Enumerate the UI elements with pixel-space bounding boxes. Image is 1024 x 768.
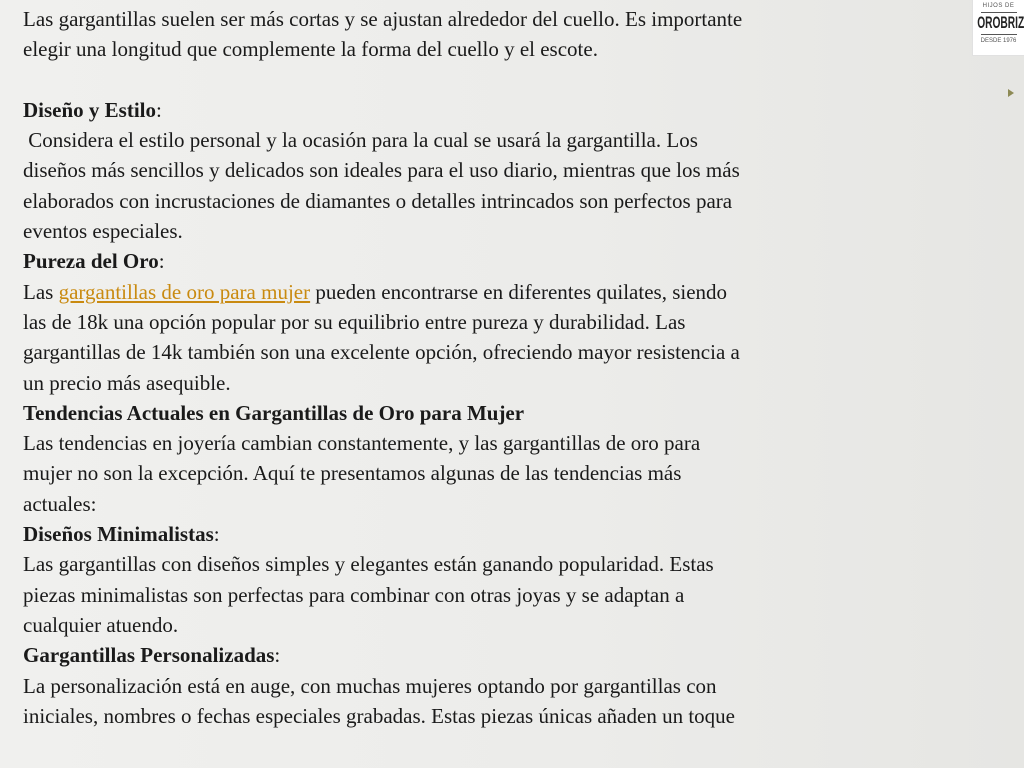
paragraph-line: un precio más asequible. — [23, 370, 231, 395]
text-span: pueden encontrarse en diferentes quilates, siendo — [310, 279, 728, 304]
paragraph-line: gargantillas de 14k también son una excelente opción, ofreciendo mayor resistencia a — [23, 340, 740, 365]
heading-text: Diseños Minimalistas — [23, 522, 214, 547]
logo-divider — [981, 34, 1017, 35]
paragraph-line: iniciales, nombres o fechas especiales grabadas. Estas piezas únicas añaden un toque — [23, 703, 735, 728]
paragraph-line: mujer no son la excepción. Aquí te presentamos algunas de las tendencias más — [23, 461, 682, 486]
paragraph-line: piezas minimalistas son perfectas para combinar con otras joyas y se adaptan a — [23, 582, 685, 607]
section-heading-diseno — [23, 95, 1015, 125]
paragraph-line: Considera el estilo personal y la ocasión para la cual se usará la gargantilla. Los — [23, 128, 698, 153]
slide-body-text — [23, 4, 1015, 731]
text-span: Las — [23, 279, 59, 304]
paragraph-line: La personalización está en auge, con muchas mujeres optando por gargantillas con — [23, 673, 717, 698]
heading-colon: : — [274, 643, 281, 668]
paragraph-line: diseños más sencillos y delicados son ideales para el uso diario, mientras que los más — [23, 158, 740, 183]
paragraph-line: las de 18k una opción popular por su equilibrio entre pureza y durabilidad. Las — [23, 309, 686, 334]
paragraph-line: actuales: — [23, 491, 97, 516]
brand-logo — [972, 0, 1024, 56]
section-heading-pureza — [23, 246, 1015, 276]
section-heading-personalizadas — [23, 640, 1015, 670]
paragraph-line: eventos especiales. — [23, 219, 183, 244]
paragraph-line — [23, 277, 1015, 307]
heading-colon: : — [156, 97, 162, 122]
paragraph-line: elaborados con incrustaciones de diamantes o detalles intrincados son perfectos para — [23, 188, 733, 213]
triangle-bullet-icon — [1008, 89, 1014, 97]
gargantillas-link[interactable]: gargantillas de oro para mujer — [58, 279, 311, 304]
heading-text: Gargantillas Personalizadas — [23, 643, 275, 668]
blank-line — [23, 65, 1015, 95]
paragraph-line: elegir una longitud que complemente la forma del cuello y el escote. — [23, 37, 598, 62]
paragraph-line: Las tendencias en joyería cambian constantemente, y las gargantillas de oro para — [23, 431, 701, 456]
heading-colon: : — [158, 249, 165, 274]
section-heading-tendencias: Tendencias Actuales en Gargantillas de Oro para Mujer — [23, 400, 525, 425]
heading-text: Pureza del Oro — [23, 249, 159, 274]
logo-top-text: HIJOS DE — [982, 3, 1015, 9]
heading-colon: : — [213, 522, 220, 547]
section-heading-minimalistas — [23, 519, 1015, 549]
paragraph-line: Las gargantillas con diseños simples y elegantes están ganando popularidad. Estas — [23, 552, 714, 577]
paragraph-line: Las gargantillas suelen ser más cortas y se ajustan alrededor del cuello. Es importante — [23, 7, 743, 31]
logo-bottom-text: DESDE 1976 — [980, 38, 1017, 44]
heading-text: Diseño y Estilo — [23, 97, 157, 122]
paragraph-line: cualquier atuendo. — [23, 612, 179, 637]
logo-name-text: OROBRIZ — [977, 13, 1024, 32]
